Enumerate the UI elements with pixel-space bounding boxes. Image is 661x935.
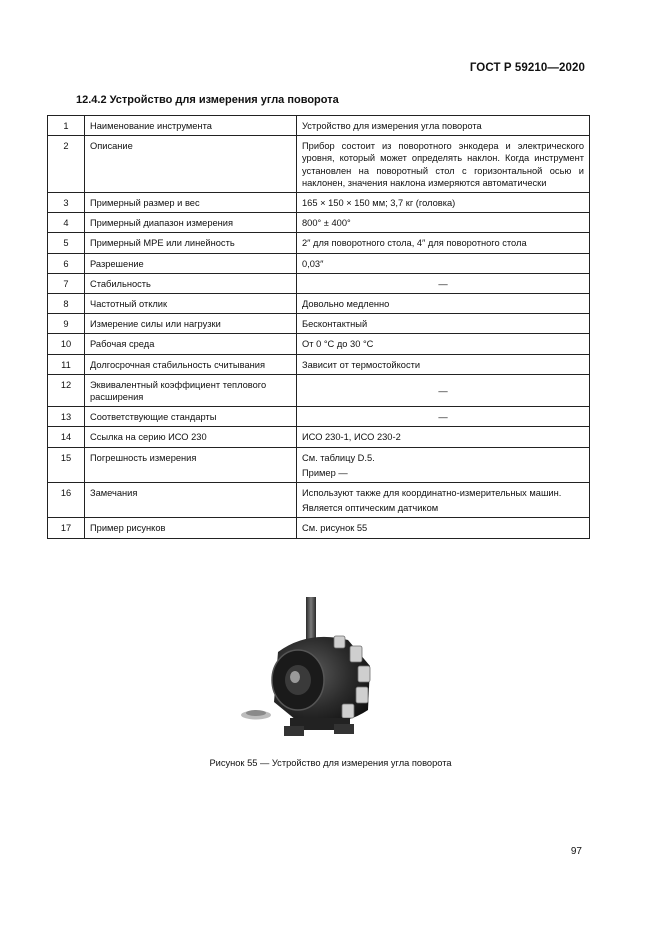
row-label: Частотный отклик [85, 294, 297, 314]
row-number: 9 [48, 314, 85, 334]
page-number: 97 [570, 846, 582, 857]
table-row [48, 354, 590, 374]
row-value: Бесконтактный [297, 314, 590, 334]
row-value: ИСО 230-1, ИСО 230-2 [297, 427, 590, 447]
row-label: Соответствующие стандарты [85, 407, 297, 427]
table-row [48, 294, 590, 314]
row-value: Устройство для измерения угла поворота [297, 116, 590, 136]
row-value: — [297, 374, 590, 406]
row-label: Примерный диапазон измерения [85, 213, 297, 233]
row-label: Рабочая среда [85, 334, 297, 354]
row-number: 11 [48, 354, 85, 374]
table-row [48, 447, 590, 482]
row-label: Примерный МРЕ или линейность [85, 233, 297, 253]
row-number: 13 [48, 407, 85, 427]
table-row [48, 193, 590, 213]
table-row [48, 253, 590, 273]
row-number: 2 [48, 136, 85, 193]
row-number: 1 [48, 116, 85, 136]
row-number: 12 [48, 374, 85, 406]
section-title: 12.4.2 Устройство для измерения угла поворота [76, 94, 339, 106]
row-label: Стабильность [85, 273, 297, 293]
row-value: От 0 °С до 30 °С [297, 334, 590, 354]
row-label: Долгосрочная стабильность считывания [85, 354, 297, 374]
row-label: Эквивалентный коэффициент теплового расширения [85, 374, 297, 406]
table-row [48, 116, 590, 136]
table-row [48, 483, 590, 518]
row-label: Наименование инструмента [85, 116, 297, 136]
row-number: 7 [48, 273, 85, 293]
row-value: — [297, 273, 590, 293]
row-value: 165 × 150 × 150 мм; 3,7 кг (головка) [297, 193, 590, 213]
row-number: 17 [48, 518, 85, 538]
row-label: Описание [85, 136, 297, 193]
row-label: Погрешность измерения [85, 447, 297, 482]
row-label: Разрешение [85, 253, 297, 273]
row-label: Замечания [85, 483, 297, 518]
document-header: ГОСТ Р 59210—2020 [469, 62, 585, 74]
table-row [48, 273, 590, 293]
spec-table [47, 115, 590, 539]
table-row [48, 213, 590, 233]
row-value: См. рисунок 55 [297, 518, 590, 538]
row-value: Прибор состоит из поворотного энкодера и электрического уровня, который может определять наклон. Когда инструмент установлен на поворотный стол с горизонтальной осью и наклонен, значения наклона измеряются автоматически [297, 136, 590, 193]
row-value: 2″ для поворотного стола, 4″ для поворотного стола [297, 233, 590, 253]
table-row [48, 374, 590, 406]
row-value: 0,03″ [297, 253, 590, 273]
table-row [48, 334, 590, 354]
row-value: 800° ± 400° [297, 213, 590, 233]
row-value: Довольно медленно [297, 294, 590, 314]
row-label: Пример рисунков [85, 518, 297, 538]
row-number: 3 [48, 193, 85, 213]
table-row [48, 518, 590, 538]
row-number: 14 [48, 427, 85, 447]
row-value: Зависит от термостойкости [297, 354, 590, 374]
row-number: 5 [48, 233, 85, 253]
table-row [48, 314, 590, 334]
table-row [48, 427, 590, 447]
row-number: 10 [48, 334, 85, 354]
device-photo [238, 592, 388, 752]
row-label: Примерный размер и вес [85, 193, 297, 213]
table-row [48, 407, 590, 427]
row-value: См. таблицу D.5. Пример — [297, 447, 590, 482]
figure-caption: Рисунок 55 — Устройство для измерения угла поворота [209, 758, 452, 768]
table-row [48, 233, 590, 253]
row-number: 6 [48, 253, 85, 273]
table-row [48, 136, 590, 193]
row-number: 4 [48, 213, 85, 233]
row-label: Измерение силы или нагрузки [85, 314, 297, 334]
row-value: — [297, 407, 590, 427]
row-label: Ссылка на серию ИСО 230 [85, 427, 297, 447]
row-number: 8 [48, 294, 85, 314]
row-value: Используют также для координатно-измерительных машин. Является оптическим датчиком [297, 483, 590, 518]
row-number: 16 [48, 483, 85, 518]
row-number: 15 [48, 447, 85, 482]
